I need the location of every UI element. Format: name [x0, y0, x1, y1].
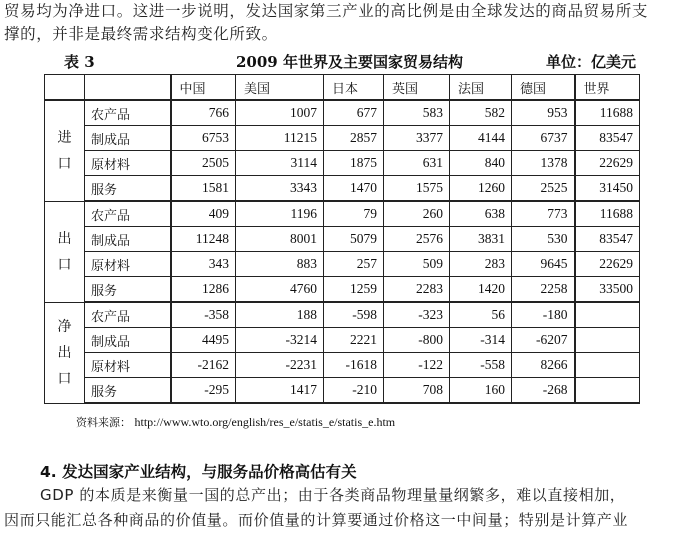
- row-group-char: 出: [57, 230, 72, 247]
- table-cell: 638: [450, 201, 512, 227]
- table-cell: 1875: [324, 151, 384, 176]
- row-group-label: [45, 201, 85, 302]
- body-line-1: [4, 483, 670, 508]
- table-cell: [575, 378, 640, 404]
- intro-paragraph: [4, 0, 670, 46]
- table-cell: 2505: [171, 151, 236, 176]
- row-group-label: [45, 100, 85, 201]
- table-row: [45, 227, 640, 252]
- table-cell: 2857: [324, 126, 384, 151]
- table-row: [45, 277, 640, 303]
- table-cell: 3114: [236, 151, 324, 176]
- table-cell: 631: [384, 151, 450, 176]
- body-line-2: 因而只能汇总各种商品的价值量。而价值量的计算要通过价格这一中间量；特别是计算产业: [4, 511, 629, 529]
- source-label: 资料来源：: [76, 416, 131, 429]
- column-header: 日本: [324, 75, 384, 101]
- table-cell: 5079: [324, 227, 384, 252]
- section-heading: 4. 发达国家产业结构，与服务品价格高估有关: [40, 463, 357, 481]
- table-cell: -558: [450, 353, 512, 378]
- column-header: 美国: [236, 75, 324, 101]
- table-cell: 3343: [236, 176, 324, 202]
- body-line-1-text: GDP 的本质是来衡量一国的总产出；由于各类商品物理量量纲繁多，难以直接相加，: [40, 486, 626, 504]
- header-corner: [45, 75, 85, 101]
- table-cell: 1196: [236, 201, 324, 227]
- column-header: 德国: [512, 75, 575, 101]
- table-cell: -3214: [236, 328, 324, 353]
- table-cell: 11215: [236, 126, 324, 151]
- table-cell: 773: [512, 201, 575, 227]
- table-cell: 11688: [575, 201, 640, 227]
- source-url: http://www.wto.org/english/res_e/statis_e/statis_e.htm: [134, 415, 396, 429]
- table-cell: 8266: [512, 353, 575, 378]
- table-cell: 530: [512, 227, 575, 252]
- table-row: [45, 100, 640, 126]
- row-group-char: 出: [57, 344, 72, 361]
- table-cell: 31450: [575, 176, 640, 202]
- table-cell: 8001: [236, 227, 324, 252]
- row-item-label: 农产品: [85, 302, 171, 328]
- row-item-label: 农产品: [85, 100, 171, 126]
- table-cell: 4760: [236, 277, 324, 303]
- row-group-char: 进: [57, 129, 72, 146]
- table-cell: 343: [171, 252, 236, 277]
- table-header-row: [45, 75, 640, 101]
- table-cell: 509: [384, 252, 450, 277]
- row-item-label: 服务: [85, 176, 171, 202]
- table-cell: [575, 302, 640, 328]
- table-cell: 283: [450, 252, 512, 277]
- table-cell: 2283: [384, 277, 450, 303]
- table-cell: -268: [512, 378, 575, 404]
- table-cell: -2231: [236, 353, 324, 378]
- table-label: 表 3: [64, 53, 95, 71]
- table-cell: -210: [324, 378, 384, 404]
- row-item-label: 服务: [85, 277, 171, 303]
- table-cell: 33500: [575, 277, 640, 303]
- table-row: [45, 126, 640, 151]
- row-group-char: 口: [57, 370, 72, 387]
- intro-line-2: 撑的，并非是最终需求结构变化所致。: [4, 25, 278, 43]
- table-cell: -598: [324, 302, 384, 328]
- table-cell: 1420: [450, 277, 512, 303]
- table-cell: -122: [384, 353, 450, 378]
- table-cell: 766: [171, 100, 236, 126]
- row-item-label: 原材料: [85, 252, 171, 277]
- table-cell: 3831: [450, 227, 512, 252]
- row-item-label: 原材料: [85, 353, 171, 378]
- intro-line-1: 贸易均为净进口。这进一步说明，发达国家第三产业的高比例是由全球发达的商品贸易所支: [4, 2, 649, 20]
- table-cell: 2221: [324, 328, 384, 353]
- table-cell: -295: [171, 378, 236, 404]
- table-cell: 2525: [512, 176, 575, 202]
- table-cell: -180: [512, 302, 575, 328]
- table-cell: 160: [450, 378, 512, 404]
- table-cell: 1260: [450, 176, 512, 202]
- table-cell: 3377: [384, 126, 450, 151]
- table-cell: -6207: [512, 328, 575, 353]
- table-cell: -314: [450, 328, 512, 353]
- table-cell: -2162: [171, 353, 236, 378]
- table-cell: 22629: [575, 252, 640, 277]
- table-title: 2009 年世界及主要国家贸易结构: [236, 53, 463, 71]
- table-cell: 79: [324, 201, 384, 227]
- table-row: [45, 201, 640, 227]
- column-header: 英国: [384, 75, 450, 101]
- row-group-char: 口: [57, 155, 72, 172]
- column-header: 中国: [171, 75, 236, 101]
- table-cell: 1470: [324, 176, 384, 202]
- table-cell: [575, 353, 640, 378]
- table-cell: -323: [384, 302, 450, 328]
- table-cell: -358: [171, 302, 236, 328]
- table-cell: 883: [236, 252, 324, 277]
- table-cell: 4144: [450, 126, 512, 151]
- table-cell: 9645: [512, 252, 575, 277]
- table-cell: 11688: [575, 100, 640, 126]
- table-row: [45, 378, 640, 404]
- table-cell: [575, 328, 640, 353]
- table-cell: 4495: [171, 328, 236, 353]
- table-cell: 1286: [171, 277, 236, 303]
- table-cell: 708: [384, 378, 450, 404]
- table-cell: 1007: [236, 100, 324, 126]
- table-row: [45, 176, 640, 202]
- trade-structure-table: [44, 74, 640, 404]
- table-cell: 582: [450, 100, 512, 126]
- table-cell: -1618: [324, 353, 384, 378]
- table-caption: [64, 51, 644, 73]
- table-cell: 409: [171, 201, 236, 227]
- source-note: [76, 414, 395, 430]
- table-cell: 257: [324, 252, 384, 277]
- table-cell: 1575: [384, 176, 450, 202]
- header-corner-item: [85, 75, 171, 101]
- row-item-label: 制成品: [85, 126, 171, 151]
- row-group-label: [45, 302, 85, 403]
- table-cell: 22629: [575, 151, 640, 176]
- column-header: 世界: [575, 75, 640, 101]
- table-cell: 6737: [512, 126, 575, 151]
- table-row: [45, 151, 640, 176]
- table-row: [45, 302, 640, 328]
- table-cell: 260: [384, 201, 450, 227]
- table-cell: 677: [324, 100, 384, 126]
- table-cell: 188: [236, 302, 324, 328]
- table-cell: 840: [450, 151, 512, 176]
- table-cell: 83547: [575, 126, 640, 151]
- table-cell: 583: [384, 100, 450, 126]
- table-cell: 2258: [512, 277, 575, 303]
- table-cell: 83547: [575, 227, 640, 252]
- table-cell: -800: [384, 328, 450, 353]
- table-cell: 6753: [171, 126, 236, 151]
- row-item-label: 服务: [85, 378, 171, 404]
- table-row: [45, 252, 640, 277]
- row-item-label: 制成品: [85, 328, 171, 353]
- row-item-label: 制成品: [85, 227, 171, 252]
- table-cell: 56: [450, 302, 512, 328]
- table-cell: 1378: [512, 151, 575, 176]
- body-paragraph: [4, 483, 670, 533]
- row-item-label: 原材料: [85, 151, 171, 176]
- column-header: 法国: [450, 75, 512, 101]
- table-row: [45, 328, 640, 353]
- table-unit: 单位：亿美元: [545, 53, 636, 71]
- table-cell: 11248: [171, 227, 236, 252]
- table-cell: 2576: [384, 227, 450, 252]
- row-group-char: 口: [57, 256, 72, 273]
- row-item-label: 农产品: [85, 201, 171, 227]
- table-cell: 1259: [324, 277, 384, 303]
- table-cell: 1417: [236, 378, 324, 404]
- table-row: [45, 353, 640, 378]
- table-cell: 1581: [171, 176, 236, 202]
- table-cell: 953: [512, 100, 575, 126]
- row-group-char: 净: [57, 318, 72, 335]
